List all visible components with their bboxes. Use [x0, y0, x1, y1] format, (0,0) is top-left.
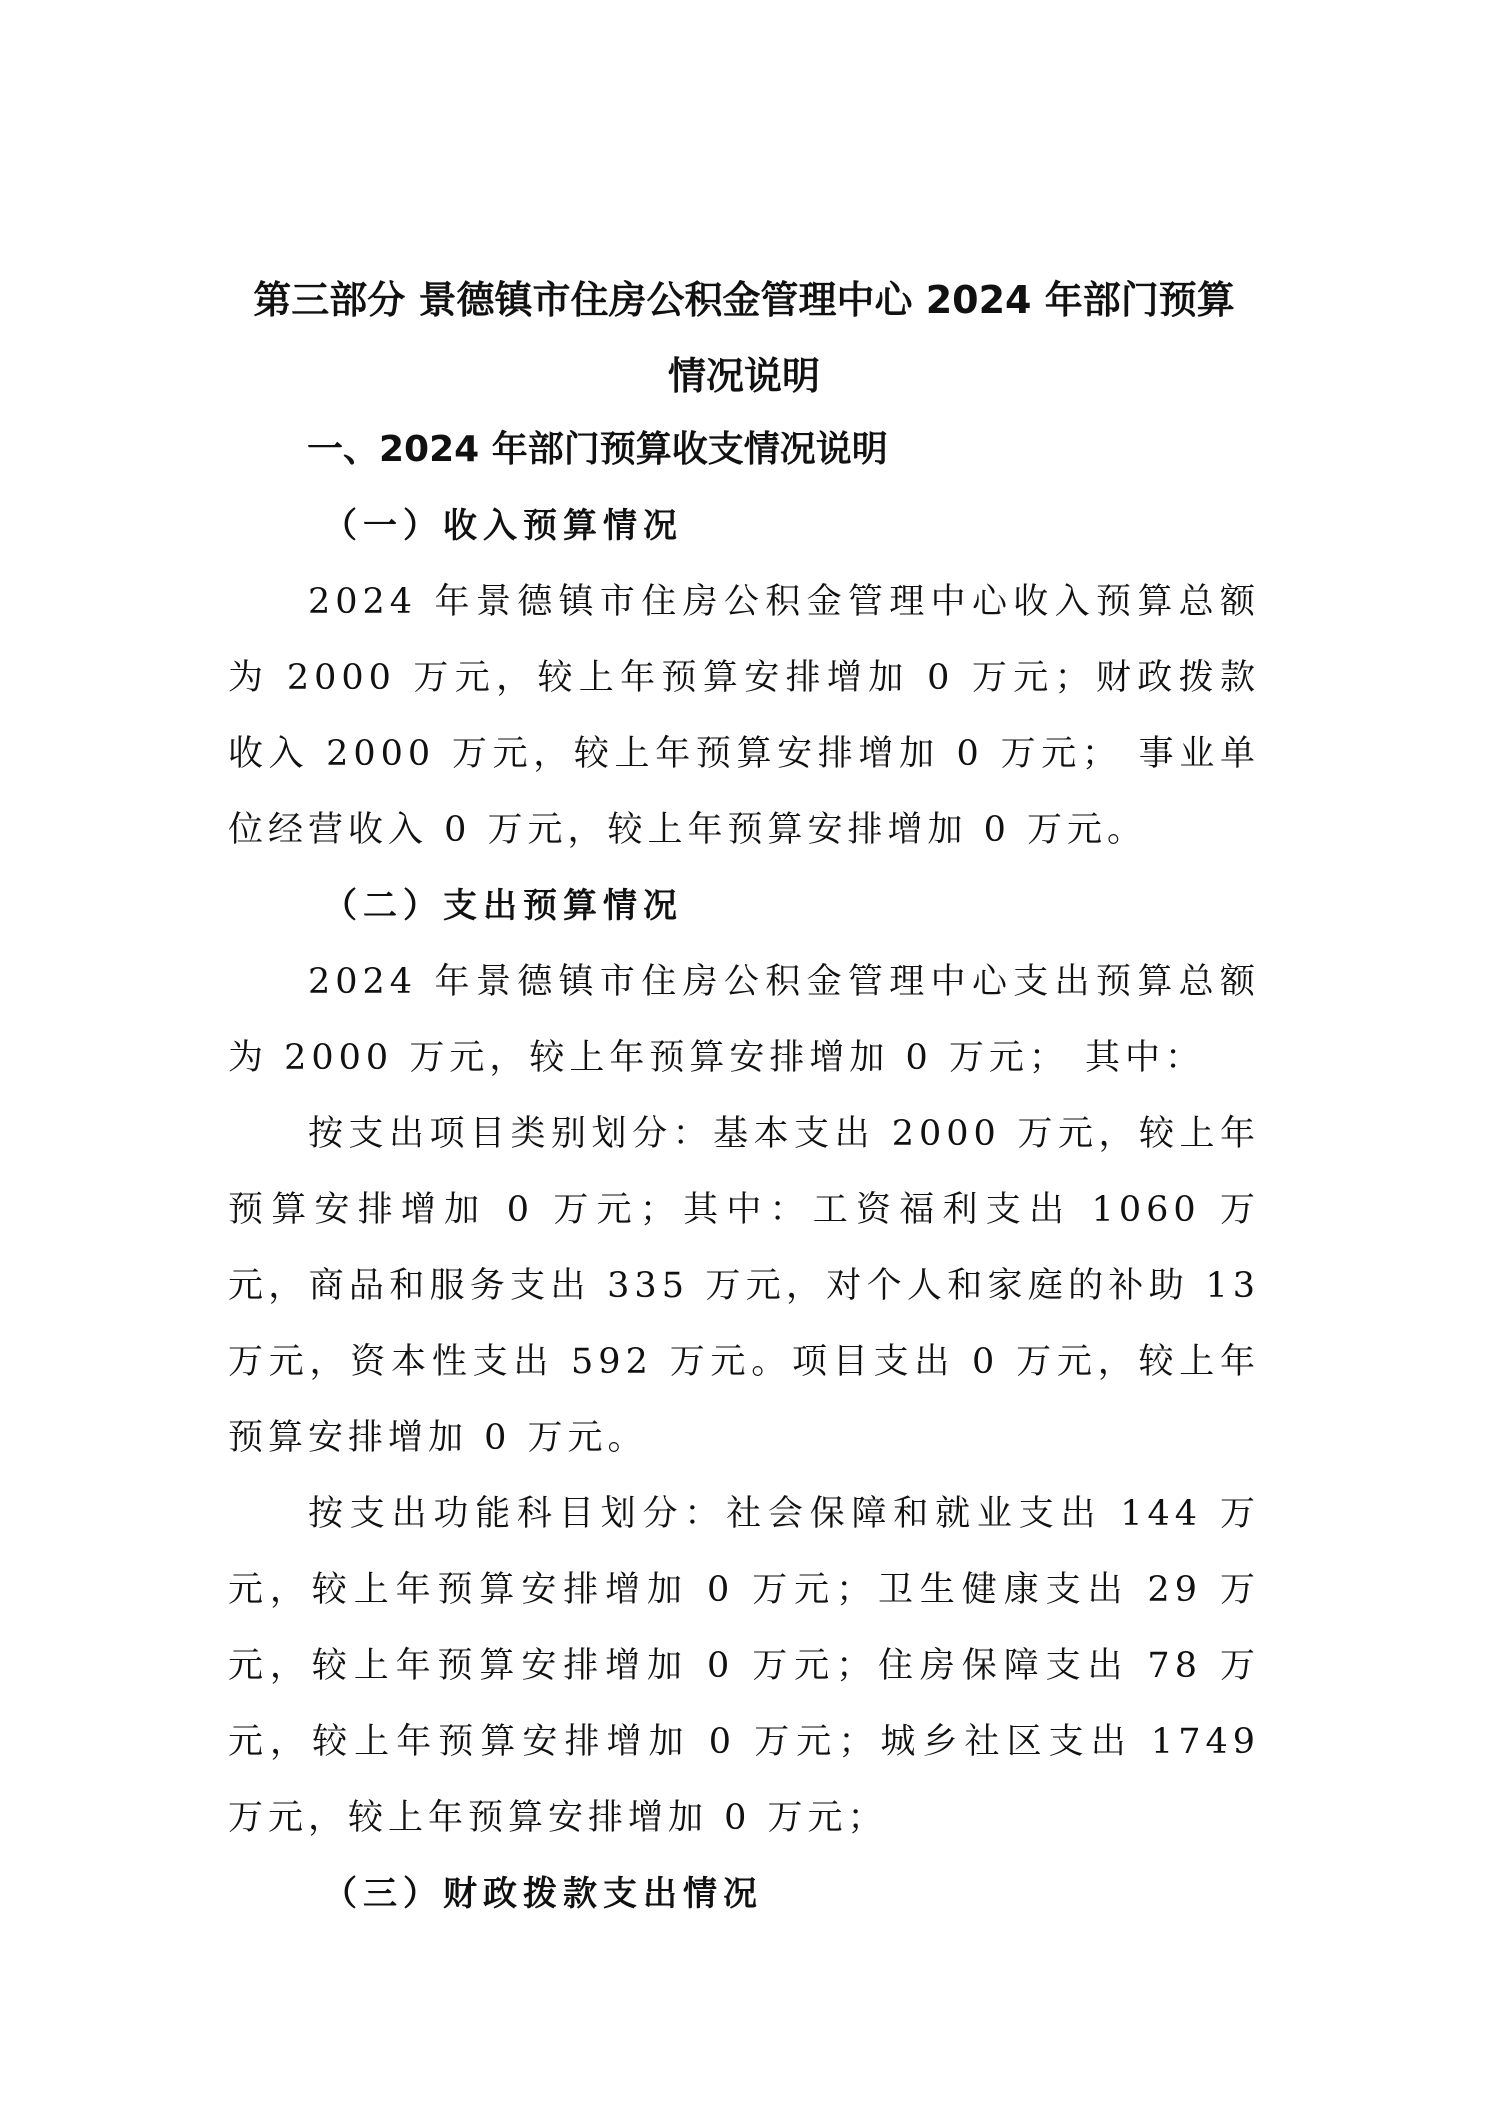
section-heading-1: 一、2024 年部门预算收支情况说明	[307, 429, 888, 470]
income-paragraph: 2024 年景德镇市住房公积金管理中心收入预算总额为 2000 万元，较上年预算安排增加 0 万元；财政拨款收入 2000 万元，较上年预算安排增加 0 万元； 事业单位经营收入 0 万元，较上年预算安排增加 0 万元。	[228, 582, 1260, 850]
subsection-heading-expenditure: （二）支出预算情况	[323, 886, 683, 926]
expenditure-paragraph-total: 2024 年景德镇市住房公积金管理中心支出预算总额为 2000 万元，较上年预算安排增加 0 万元； 其中：	[228, 962, 1260, 1078]
expenditure-paragraph-by-function: 按支出功能科目划分：社会保障和就业支出 144 万元，较上年预算安排增加 0 万元；卫生健康支出 29 万元，较上年预算安排增加 0 万元；住房保障支出 78 万元，较上年预算安排增加 0 万元；城乡社区支出 1749 万元，较上年预算安排增加 0 万元；	[228, 1494, 1260, 1838]
subsection-heading-income: （一）收入预算情况	[323, 506, 683, 546]
document-title-line-2: 情况说明	[667, 354, 820, 398]
document-title	[228, 262, 1260, 414]
expenditure-paragraph-by-category: 按支出项目类别划分：基本支出 2000 万元，较上年预算安排增加 0 万元；其中：工资福利支出 1060 万元，商品和服务支出 335 万元，对个人和家庭的补助 13 万元，资本性支出 592 万元。项目支出 0 万元，较上年预算安排增加 0 万元。	[228, 1114, 1260, 1458]
document-title-line-1: 第三部分 景德镇市住房公积金管理中心 2024 年部门预算	[253, 278, 1235, 322]
subsection-heading-fiscal-appropriation: （三）财政拨款支出情况	[323, 1874, 763, 1914]
